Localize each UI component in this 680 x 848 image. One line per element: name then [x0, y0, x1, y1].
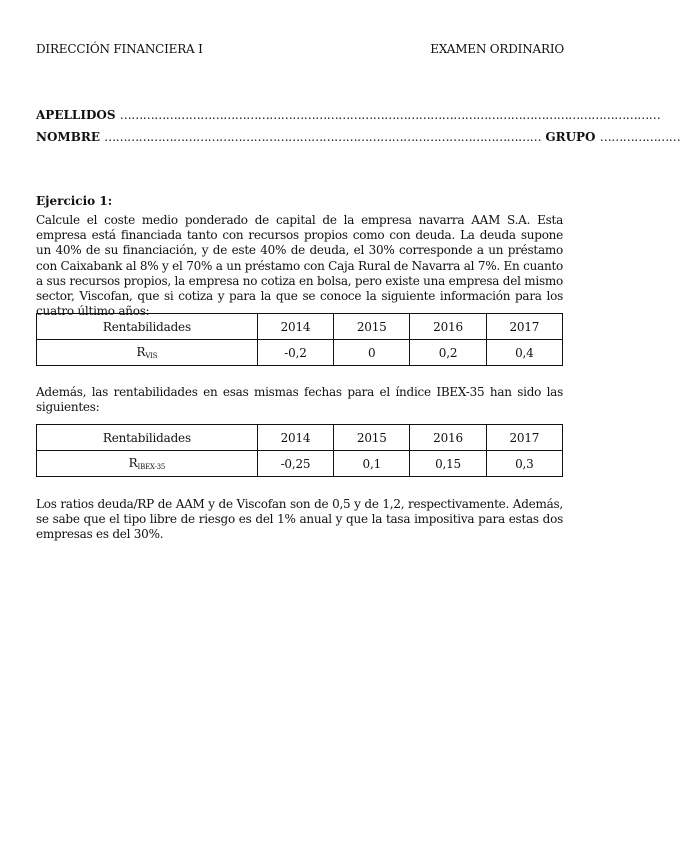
apellidos-label: APELLIDOS [36, 108, 116, 122]
grupo-dots: ………………… [599, 130, 680, 144]
table-header-cell: 2016 [410, 314, 486, 340]
table-cell: 0,1 [334, 451, 410, 477]
header-exam-type: EXAMEN ORDINARIO [430, 42, 564, 56]
grupo-label: GRUPO [545, 130, 596, 144]
table-header-cell: 2015 [334, 425, 410, 451]
table-header-row [37, 425, 563, 451]
table-header-cell: 2014 [257, 425, 333, 451]
table-header-row [37, 314, 563, 340]
table-header-cell: 2016 [410, 425, 486, 451]
table-cell: 0,15 [410, 451, 486, 477]
nombre-dots: …………………………………………………………………………………………………… [104, 130, 542, 144]
header-course: DIRECCIÓN FINANCIERA I [36, 42, 203, 56]
table-header-cell: Rentabilidades [37, 425, 258, 451]
viscofan-returns-table [36, 313, 563, 366]
apellidos-field [36, 108, 660, 122]
table-row [37, 451, 563, 477]
table-header-cell: 2017 [486, 314, 562, 340]
exercise-statement: Calcule el coste medio ponderado de capital de la empresa navarra AAM S.A. Esta empresa está financiada tanto con recursos propios como con deuda. La deuda supone un 40% de su financiación, y de este 40% de deuda, el 30% corresponde a un préstamo con Caixabank al 8% y el 70% a un préstamo con Caja Rural de Navarra al 7%. En cuanto a sus recursos propios, la empresa no cotiza en bolsa, pero existe una empresa del mismo sector, Viscofan, que si cotiza y para la que se conoce la siguiente información para los cuatro último años: [36, 213, 563, 319]
nombre-grupo-field [36, 130, 680, 144]
apellidos-dots: …………………………………………………………………………………………………………………………… [119, 108, 661, 122]
table-row [37, 340, 563, 366]
table-header-cell: Rentabilidades [37, 314, 258, 340]
table-cell: 0,4 [486, 340, 562, 366]
ibex-intro-text: Además, las rentabilidades en esas mismas fechas para el índice IBEX-35 han sido las siguientes: [36, 385, 563, 415]
row-label-rvis: $R_{VIS}$ [37, 340, 258, 366]
ibex-returns-table [36, 424, 563, 477]
table-header-cell: 2014 [257, 314, 333, 340]
ratios-text: Los ratios deuda/RP de AAM y de Viscofan son de 0,5 y de 1,2, respectivamente. Además, se sabe que el tipo libre de riesgo es del 1% anual y que la tasa impositiva para estas dos empresas es del 30%. [36, 497, 563, 542]
table-cell: 0,2 [410, 340, 486, 366]
table-cell: -0,2 [257, 340, 333, 366]
table-header-cell: 2015 [334, 314, 410, 340]
exercise-title: Ejercicio 1: [36, 194, 113, 208]
table-cell: 0 [334, 340, 410, 366]
nombre-label: NOMBRE [36, 130, 100, 144]
table-cell: -0,25 [257, 451, 333, 477]
row-label-ribex: $R_{IBEX-35}$ [37, 451, 258, 477]
table-header-cell: 2017 [486, 425, 562, 451]
table-cell: 0,3 [486, 451, 562, 477]
